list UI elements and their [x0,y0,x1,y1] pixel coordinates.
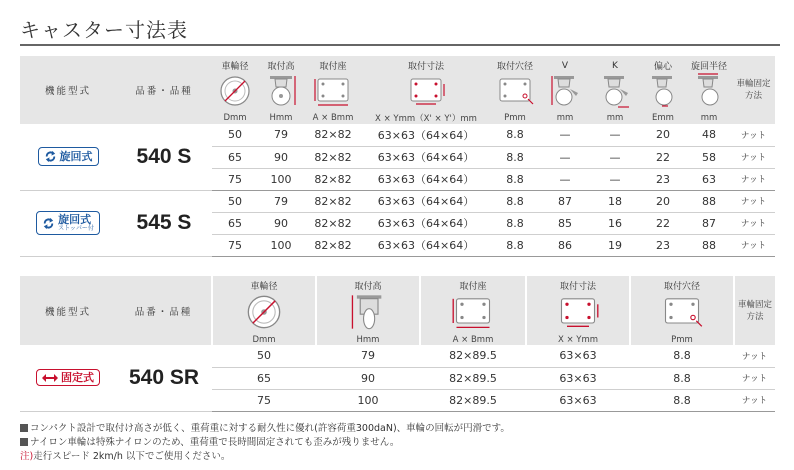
cell-d: 50 [212,190,258,212]
cell-ab: 82×89.5 [420,367,526,389]
note-1: コンパクト設計で取付け高さが低く、重荷重に対する耐久性に優れ(許容荷重300daN)、車輪の回転が円滑です。 [20,422,510,436]
col-part-number: 品番・品種 [116,276,212,345]
cell-h: 90 [316,367,420,389]
unit-ab: A × Bmm [304,112,362,124]
col-wheel-fixing: 車輪固定方法 [734,276,775,345]
function-type-cell [20,345,116,411]
col-wheel-diameter: 車輪径 [212,56,258,72]
cell-h: 79 [258,190,304,212]
cell-p: 8.8 [490,212,540,234]
cell-r: 88 [686,190,732,212]
cell-d: 50 [212,124,258,146]
wheel-diameter-icon [212,72,258,112]
cell-k: 19 [590,234,640,256]
page-title: キャスター寸法表 [20,18,188,42]
cell-xy: 63×63 [526,345,630,367]
col-mount-height: 取付高 [316,276,420,292]
badge-label: 旋回式 [59,150,93,164]
unit-xy: X × Ymm（X' × Y'）mm [362,112,490,124]
cell-fixing: ナット [734,367,775,389]
cell-d: 65 [212,367,316,389]
cell-v: 86 [540,234,590,256]
note-3: 注)走行スピード 2km/h 以下でご使用ください。 [20,451,231,462]
unit-h: Hmm [258,112,304,124]
part-number-cell [116,190,212,256]
unit-k: mm [590,112,640,124]
cell-p: 8.8 [630,389,734,411]
table-row [20,345,775,367]
cell-r: 48 [686,124,732,146]
col-v: V [540,56,590,72]
cell-xy: 63×63（64×64） [362,190,490,212]
stopper-k-icon [590,72,640,112]
cell-e: 22 [640,212,686,234]
cell-ab: 82×82 [304,146,362,168]
cell-xy: 63×63（64×64） [362,168,490,190]
cell-d: 65 [212,212,258,234]
cell-v: 87 [540,190,590,212]
cell-p: 8.8 [490,234,540,256]
unit-p: Pmm [490,112,540,124]
cell-r: 88 [686,234,732,256]
swivel-type-badge [38,147,99,166]
cell-ab: 82×82 [304,124,362,146]
badge-sublabel: ストッパー付 [58,225,94,232]
cell-ab: 82×82 [304,190,362,212]
cell-r: 63 [686,168,732,190]
cell-e: 23 [640,234,686,256]
col-offset: 偏心 [640,56,686,72]
cell-p: 8.8 [490,124,540,146]
cell-k: — [590,146,640,168]
cell-k: — [590,168,640,190]
cell-xy: 63×63（64×64） [362,234,490,256]
cell-ab: 82×82 [304,234,362,256]
bullet-square-icon [20,438,28,446]
cell-p: 8.8 [630,367,734,389]
col-part-number: 品番・品種 [116,56,212,124]
group-540s [20,124,775,190]
swivel-arrows-icon [42,217,55,230]
cell-fixing: ナット [732,234,775,256]
cell-r: 87 [686,212,732,234]
cell-fixing: ナット [732,212,775,234]
col-mount-dimension: 取付寸法 [362,56,490,72]
cell-k: 18 [590,190,640,212]
cell-d: 50 [212,345,316,367]
title-divider [20,44,780,46]
cell-h: 100 [258,234,304,256]
unit-v: mm [540,112,590,124]
note-2: ナイロン車輪は特殊ナイロンのため、重荷重で長時間固定されても歪みが残りません。 [20,436,510,450]
cell-d: 75 [212,168,258,190]
cell-ab: 82×82 [304,212,362,234]
swivel-arrows-icon [44,150,57,163]
cell-p: 8.8 [490,168,540,190]
table-row [20,190,775,212]
swivel-caster-table [20,56,775,257]
fixed-caster-table [20,276,775,412]
part-number-cell [116,345,212,411]
unit-p: Pmm [630,335,734,345]
cell-k: 16 [590,212,640,234]
cell-ab: 82×89.5 [420,345,526,367]
col-mount-plate: 取付座 [304,56,362,72]
notes [20,422,510,464]
cell-p: 8.8 [630,345,734,367]
cell-e: 20 [640,124,686,146]
unit-e: Emm [640,112,686,124]
cell-p: 8.8 [490,190,540,212]
unit-h: Hmm [316,335,420,345]
mount-plate-icon [304,72,362,112]
cell-v: — [540,146,590,168]
cell-r: 58 [686,146,732,168]
cell-fixing: ナット [734,345,775,367]
col-mount-plate: 取付座 [420,276,526,292]
cell-v: — [540,168,590,190]
cell-e: 23 [640,168,686,190]
col-wheel-diameter: 車輪径 [212,276,316,292]
mount-height-icon [316,292,420,335]
cell-ab: 82×89.5 [420,389,526,411]
col-mount-dimension: 取付寸法 [526,276,630,292]
swivel-radius-icon [686,72,732,112]
cell-xy: 63×63（64×64） [362,124,490,146]
model-name: 545 S [136,211,192,234]
col-function-type: 機能型式 [20,276,116,345]
group-540sr [20,345,775,411]
mount-dimension-icon [362,72,490,112]
col-mount-hole: 取付穴径 [490,56,540,72]
cell-xy: 63×63（64×64） [362,212,490,234]
mount-plate-icon [420,292,526,335]
double-arrow-icon [42,373,58,383]
unit-d: Dmm [212,112,258,124]
cell-fixing: ナット [732,124,775,146]
col-k: K [590,56,640,72]
col-swivel-radius: 旋回半径 [686,56,732,72]
cell-e: 22 [640,146,686,168]
function-type-cell [20,124,116,190]
cell-d: 75 [212,389,316,411]
badge-label: 固定式 [61,371,94,385]
model-name: 540 SR [128,365,200,389]
cell-p: 8.8 [490,146,540,168]
mount-hole-icon [490,72,540,112]
col-mount-height: 取付高 [258,56,304,72]
cell-k: — [590,124,640,146]
cell-xy: 63×63 [526,367,630,389]
cell-fixing: ナット [734,389,775,411]
col-mount-hole: 取付穴径 [630,276,734,292]
stopper-v-icon [540,72,590,112]
cell-v: — [540,124,590,146]
cell-d: 75 [212,234,258,256]
cell-d: 65 [212,146,258,168]
cell-fixing: ナット [732,168,775,190]
swivel-type-badge [36,211,100,235]
badge-label: 旋回式 [58,213,92,226]
unit-xy: X × Ymm [526,335,630,345]
mount-dimension-icon [526,292,630,335]
col-wheel-fixing: 車輪固定方法 [732,56,775,124]
col-function-type: 機能型式 [20,56,116,124]
bullet-square-icon [20,424,28,432]
cell-e: 20 [640,190,686,212]
cell-h: 100 [258,168,304,190]
model-name: 540 S [136,144,192,168]
cell-xy: 63×63（64×64） [362,146,490,168]
wheel-diameter-icon [212,292,316,335]
table-row [20,124,775,146]
cell-h: 90 [258,212,304,234]
offset-icon [640,72,686,112]
cell-h: 100 [316,389,420,411]
cell-fixing: ナット [732,146,775,168]
fixed-type-badge [36,369,100,386]
unit-r: mm [686,112,732,124]
group-545s [20,190,775,256]
part-number-cell [116,124,212,190]
cell-h: 90 [258,146,304,168]
mount-hole-icon [630,292,734,335]
cell-v: 85 [540,212,590,234]
cell-xy: 63×63 [526,389,630,411]
function-type-cell [20,190,116,256]
unit-ab: A × Bmm [420,335,526,345]
mount-height-icon [258,72,304,112]
cell-ab: 82×82 [304,168,362,190]
cell-fixing: ナット [732,190,775,212]
cell-h: 79 [316,345,420,367]
unit-d: Dmm [212,335,316,345]
cell-h: 79 [258,124,304,146]
